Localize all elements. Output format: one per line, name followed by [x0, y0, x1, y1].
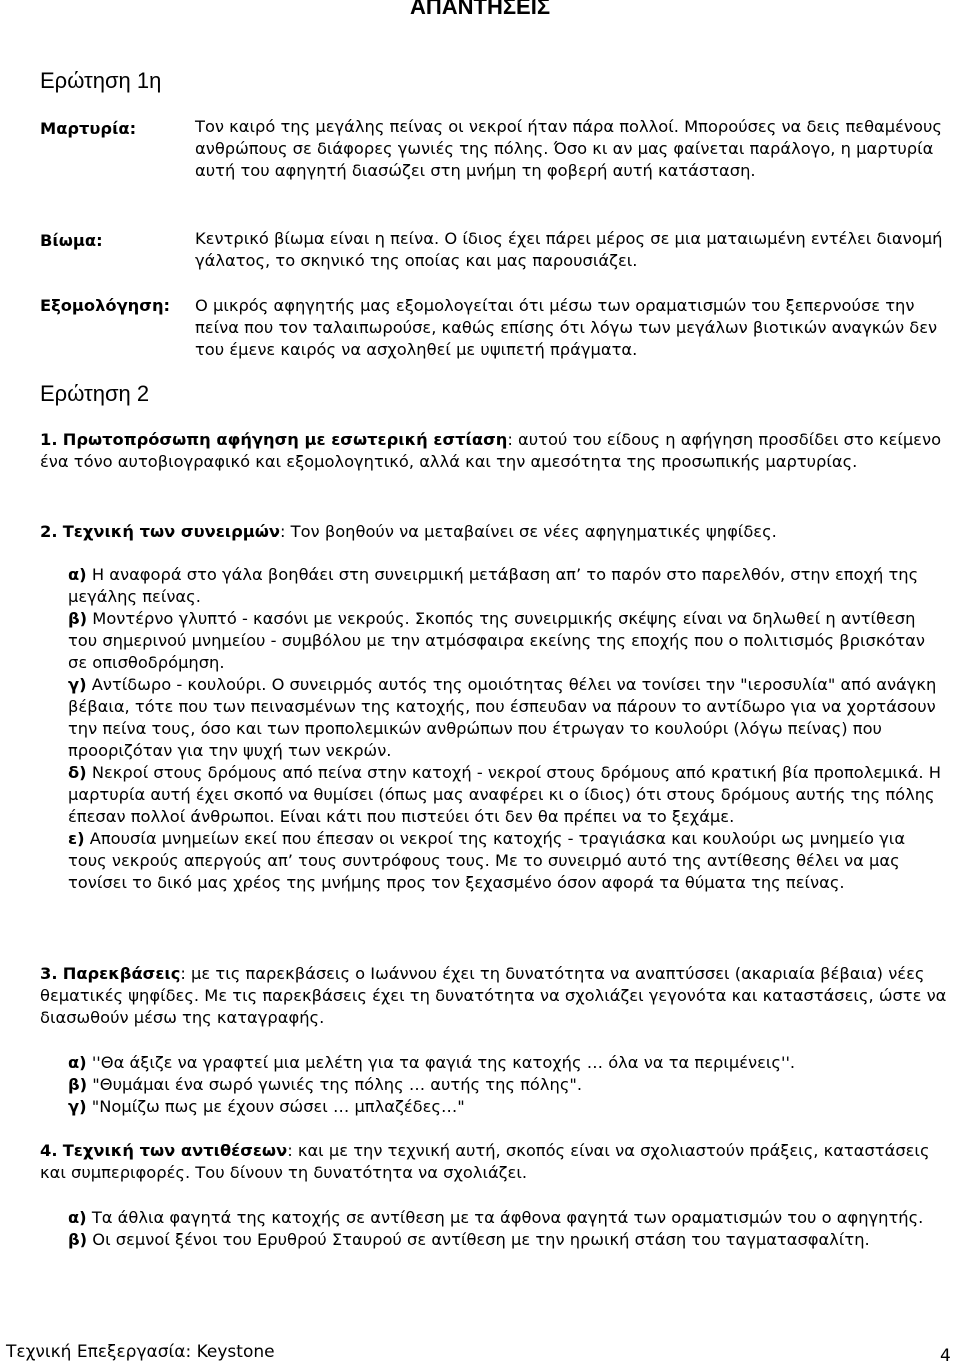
footer-credit: Τεχνική Επεξεργασία: Keystone	[6, 1342, 275, 1362]
q2-paragraph-1	[40, 429, 956, 473]
q2-paragraph-4	[40, 1140, 956, 1184]
p4-items-list	[68, 1207, 948, 1251]
p1-number: 1.	[40, 430, 58, 449]
p2-number: 2.	[40, 522, 58, 541]
list-item: δ) Νεκροί στους δρόμους από πείνα στην κατοχή - νεκροί στους δρόμους από κρατική βία προπολεμικά. Η μαρτυρία αυτή έχει σκοπό να θυμίσει (όπως μας αναφέρει κι ο ίδιος) ότι στους δρόμους αυτής της πόλης έπεσαν πολλοί άνθρωποι. Είναι κάτι που πιστεύει ότι δεν θα πρέπει να το ξεχάμε.	[68, 763, 941, 826]
p2-items-list	[68, 564, 948, 894]
list-item: β) Οι σεμνοί ξένοι του Ερυθρού Σταυρού σε αντίθεση με την ηρωική στάση του ταγματασφαλίτη.	[68, 1230, 870, 1249]
question-2-heading: Ερώτηση 2	[40, 381, 150, 406]
term-exomologisi: Εξομολόγηση:	[40, 296, 171, 315]
term-vioma: Βίωμα:	[40, 231, 103, 250]
list-item: α) Η αναφορά στο γάλα βοηθάει στη συνειρμική μετάβαση απ’ το παρόν στο παρελθόν, στην εποχή της μεγάλης πείνας.	[68, 565, 919, 606]
term-martyria: Μαρτυρία:	[40, 119, 137, 138]
list-item: β) Μοντέρνο γλυπτό - κασόνι με νεκρούς. Σκοπός της συνειρμικής σκέψης είναι να δηλωθεί η αντίθεση του σημερινού μνημείου - συμβόλου με την ατμόσφαιρα εκείνης της εποχής που ο πολιτισμός βρισκόταν σε οπισθοδρόμηση.	[68, 609, 926, 672]
vioma-text: Κεντρικό βίωμα είναι η πείνα. Ο ίδιος έχει πάρει μέρος σε μια ματαιωμένη εντέλει διανομή γάλατος, το σκηνικό της οποίας και μας παρουσιάζει.	[195, 229, 943, 270]
p3-term: Παρεκβάσεις	[62, 964, 181, 983]
q2-paragraph-3	[40, 963, 956, 1029]
q2-paragraph-2	[40, 521, 956, 543]
p4-text: : και με την τεχνική αυτή, σκοπός είναι να σχολιαστούν πράξεις, καταστάσεις και συμπεριφορές. Του δίνουν τη δυνατότητα να σχολιάζει.	[40, 1141, 930, 1182]
list-item: α) ''Θα άξιζε να γραφτεί μια μελέτη για τα φαγιά της κατοχής … όλα να τα περιμένεις''.	[68, 1053, 796, 1072]
p3-items-list	[68, 1052, 948, 1118]
p1-text: : αυτού του είδους η αφήγηση προσδίδει στο κείμενο ένα τόνο αυτοβιογραφικό και εξομολογητικό, αλλά και την αμεσότητα της προσωπικής μαρτυρίας.	[40, 430, 942, 471]
p3-number: 3.	[40, 964, 58, 983]
p3-text: : με τις παρεκβάσεις ο Ιωάννου έχει τη δυνατότητα να αναπτύσσει (ακαριαία βέβαια) νέες θεματικές ψηφίδες. Με τις παρεκβάσεις έχει τη δυνατότητα να σχολιάζει γεγονότα και καταστάσεις, ώστε να διασωθούν μέσω της καταγραφής.	[40, 964, 947, 1027]
p4-number: 4.	[40, 1141, 58, 1160]
page-title: ΑΠΑΝΤΗΣΕΙΣ	[409, 0, 551, 19]
p2-term: Τεχνική των συνειρμών	[62, 522, 280, 541]
p1-term: Πρωτοπρόσωπη αφήγηση με εσωτερική εστίαση	[62, 430, 508, 449]
page-number: 4	[940, 1346, 951, 1366]
list-item: α) Τα άθλια φαγητά της κατοχής σε αντίθεση με τα άφθονα φαγητά των οραματισμών του ο αφηγητής.	[68, 1208, 924, 1227]
list-item: γ) Αντίδωρο - κουλούρι. Ο συνειρμός αυτός της ομοιότητας θέλει να τονίσει την "ιεροσυλία" από ανάγκη βέβαια, τότε που των πεινασμένων της κατοχής, που έσπευδαν να πάρουν το αντίδωρο για να χορτάσουν την πείνα τους, όσο και των προπολεμικών ανθρώπων που έτρωγαν το κουλούρι (λόγω πείνας) που προοριζόταν για την ψυχή των νεκρών.	[68, 675, 937, 760]
exomologisi-text: Ο μικρός αφηγητής μας εξομολογείται ότι μέσω των οραματισμών του ξεπερνούσε την πείνα που τον ταλαιπωρούσε, καθώς επίσης ότι λόγω των μεγάλων βιοτικών αναγκών δεν του έμενε καιρός να ασχοληθεί με υψιπετή πράγματα.	[195, 296, 938, 359]
question-1-heading: Ερώτηση 1η	[40, 68, 162, 93]
list-item: β) "Θυμάμαι ένα σωρό γωνιές της πόλης … αυτής της πόλης".	[68, 1075, 583, 1094]
p4-term: Τεχνική των αντιθέσεων	[62, 1141, 288, 1160]
p2-text: : Τον βοηθούν να μεταβαίνει σε νέες αφηγηματικές ψηφίδες.	[279, 522, 777, 541]
list-item: γ) "Νομίζω πως με έχουν σώσει … μπλαζέδες…"	[68, 1097, 465, 1116]
list-item: ε) Απουσία μνημείων εκεί που έπεσαν οι νεκροί της κατοχής - τραγιάσκα και κουλούρι ως μνημείο για τους νεκρούς απεργούς απ’ τους συντρόφους τους. Με το συνειρμό αυτό της αντίθεσης θέλει να μας τονίσει το δικό μας χρέος της μνήμης προς τον ξεχασμένο όσον αφορά τα θύματα της πείνας.	[68, 829, 906, 892]
martyria-text: Τον καιρό της μεγάλης πείνας οι νεκροί ήταν πάρα πολλοί. Μπορούσες να δεις πεθαμένους ανθρώπους σε διάφορες γωνιές της πόλης. Όσο κι αν μας φαίνεται παράλογο, η μαρτυρία αυτή του αφηγητή διασώζει στη μνήμη τη φοβερή αυτή κατάσταση.	[195, 117, 942, 180]
